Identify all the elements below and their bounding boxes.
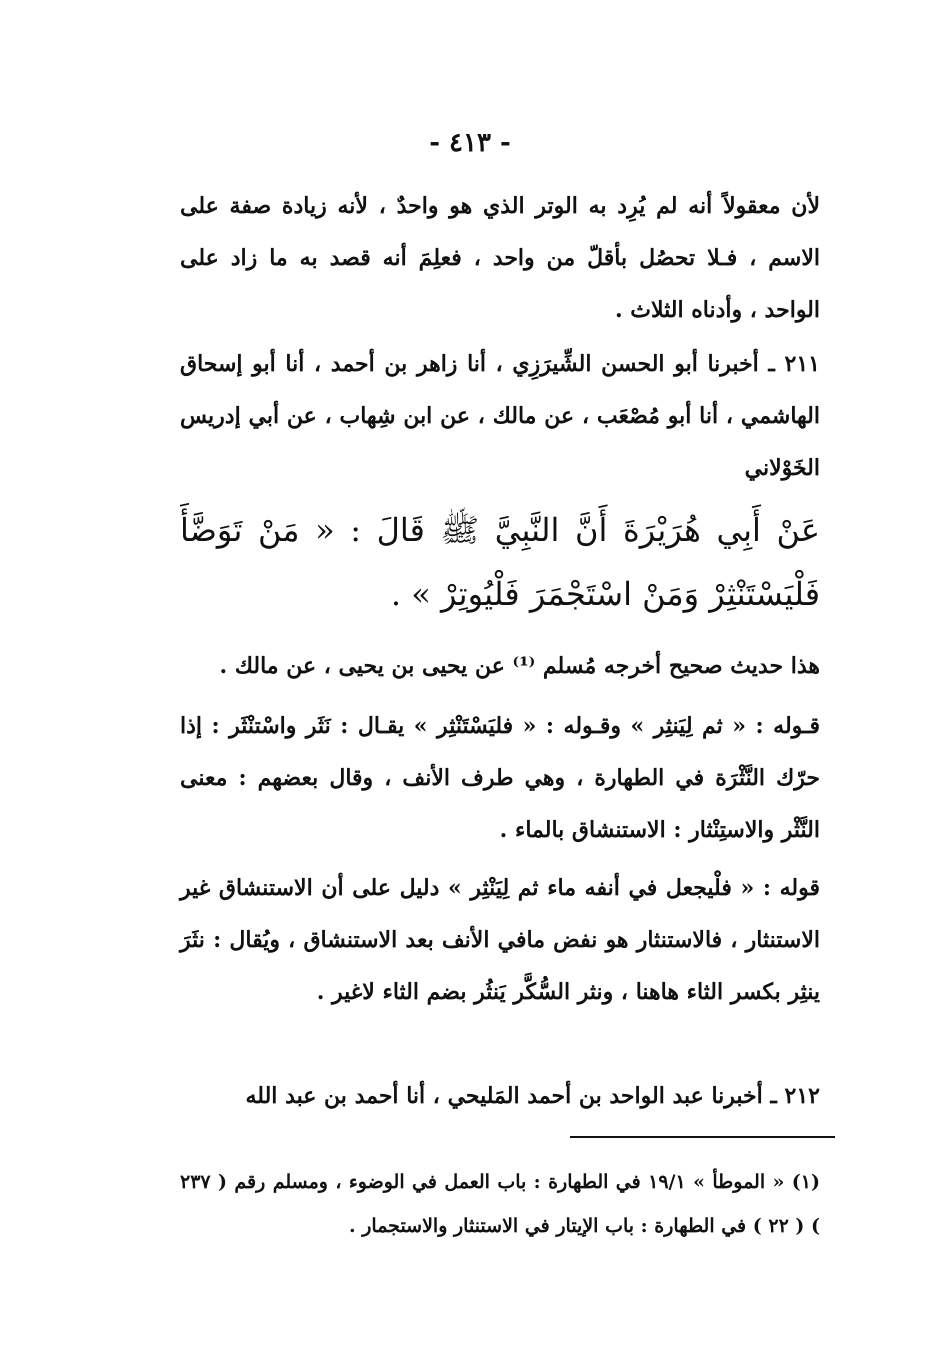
- footnote-separator: [570, 1136, 835, 1138]
- footnote-section: [180, 1160, 820, 1248]
- paragraph-text: ٢١١ ـ أخبرنا أبو الحسن الشِّيرَزِي ، أنا زاهر بن أحمد ، أنا أبو إسحاق الهاشمي ، أنا أبو مُصْعَب ، عن مالك ، عن ابن شِهاب ، عن أبي إدريس الخَوْلاني: [180, 351, 820, 481]
- paragraph-text: لأن معقولاً أنه لم يُرِد به الوتر الذي هو واحدٌ ، لأنه زيادة صفة على الاسم ، فـلا تحصُل بأقلّ من واحد ، فعلِمَ أنه قصد به ما زاد على الواحد ، وأدناه الثلاث .: [180, 193, 820, 323]
- paragraph-text: قوله : « فلْيجعل في أنفه ماء ثم لِيَنْثِر » دليل على أن الاستنشاق غير الاستنثار ، فالاستنثار هو نفض مافي الأنف بعد الاستنشاق ، ويُقال : نثَرَ ينثِر بكسر الثاء هاهنا ، ونثر السُّكَّر يَنثُر بضم الثاء لاغير .: [180, 875, 820, 1005]
- paragraph-text: قـوله : « ثم لِيَنثِر » وقـوله : « فليَسْتَنْثِر » يقـال : نَثَر واسْتنْثَر : إذا حرّك النَّثْرَة في الطهارة ، وهي طرف الأنف ، وقال بعضهم : معنى النَّثْر والاستِنْثار : الاستنشاق بالماء .: [180, 713, 820, 843]
- paragraph-isnad-212: [180, 1070, 820, 1122]
- paragraph-isnad-211: [180, 338, 820, 494]
- paragraph-text: ٢١٢ ـ أخبرنا عبد الواحد بن أحمد المَليحي ، أنا أحمد بن عبد الله: [245, 1083, 820, 1109]
- paragraph-opening: [180, 180, 820, 336]
- paragraph-grading: [180, 640, 820, 692]
- hadith-text: عَنْ أَبِي هُرَيْرَةَ أَنَّ النَّبِيَّ ﷺ قَالَ : « مَنْ تَوَضَّأَ فَلْيَسْتَنْثِرْ وَمَنْ اسْتَجْمَرَ فَلْيُوتِرْ » .: [180, 511, 820, 613]
- footnote-1: (١) « الموطأ » ١٩/١ في الطهارة : باب العمل في الوضوء ، ومسلم رقم ( ٢٣٧ ) ( ٢٢ ) في الطهارة : باب الإيتار في الاستنثار والاستجمار .: [180, 1171, 820, 1237]
- paragraph-commentary-2: [180, 862, 820, 1018]
- paragraph-text: هذا حديث صحيح أخرجه مُسلم ⁽¹⁾ عن يحيى بن يحيى ، عن مالك .: [219, 653, 820, 679]
- paragraph-commentary-1: [180, 700, 820, 856]
- page-number: - ٤١٣ -: [429, 128, 511, 158]
